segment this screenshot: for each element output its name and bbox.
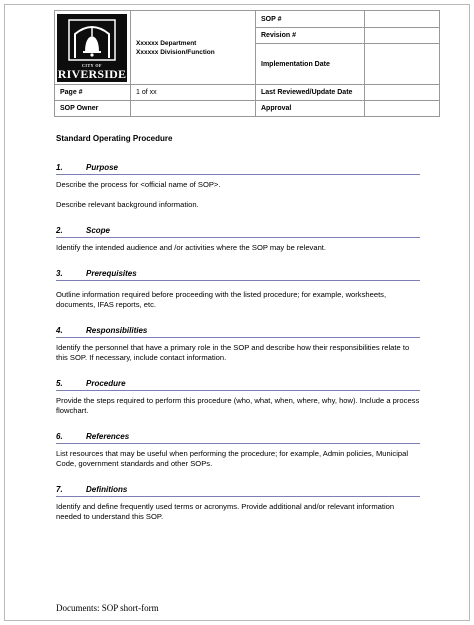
section-heading xyxy=(56,226,420,238)
section-heading xyxy=(56,326,420,338)
sop-owner-label: SOP Owner xyxy=(55,101,131,117)
section-number: 5. xyxy=(56,379,63,388)
section-number: 4. xyxy=(56,326,63,335)
logo-cell xyxy=(55,11,131,85)
section-paragraph: Describe relevant background information. xyxy=(56,200,199,209)
section-number: 1. xyxy=(56,163,63,172)
section-heading xyxy=(56,163,420,175)
section-paragraph: Describe the process for <official name of SOP>. xyxy=(56,180,221,189)
approval-label: Approval xyxy=(256,101,365,117)
section-number: 2. xyxy=(56,226,63,235)
bell-tower-icon xyxy=(67,18,117,62)
section-prerequisites xyxy=(56,269,420,310)
section-paragraph: Outline information required before proceeding with the listed procedure; for example, worksheets, documents, IFAS reports, etc. xyxy=(56,290,387,309)
sop-header-table xyxy=(54,10,440,117)
section-number: 3. xyxy=(56,269,63,278)
section-heading xyxy=(56,379,420,391)
page-value: 1 of xx xyxy=(131,85,256,101)
document-title: Standard Operating Procedure xyxy=(56,134,173,143)
section-purpose xyxy=(56,163,420,210)
section-title: Prerequisites xyxy=(86,269,137,278)
document-body xyxy=(56,134,420,528)
last-reviewed-label: Last Reviewed/Update Date xyxy=(256,85,365,101)
logo-riverside: RIVERSIDE xyxy=(57,66,127,81)
section-responsibilities xyxy=(56,326,420,363)
section-paragraph: Identify and define frequently used terms or acronyms. Provide additional and/or relevant information needed to understand this SOP. xyxy=(56,502,395,521)
last-reviewed-value[interactable] xyxy=(365,85,440,101)
section-title: References xyxy=(86,432,130,441)
section-heading xyxy=(56,269,420,281)
sop-owner-value[interactable] xyxy=(131,101,256,117)
section-number: 6. xyxy=(56,432,63,441)
division-name: Xxxxxx Division/Function xyxy=(136,48,215,56)
page-label: Page # xyxy=(55,85,131,101)
revision-value[interactable] xyxy=(365,28,440,44)
section-title: Definitions xyxy=(86,485,128,494)
section-paragraph: Identify the intended audience and /or activities where the SOP may be relevant. xyxy=(56,243,327,252)
section-heading xyxy=(56,432,420,444)
section-paragraph: Identify the personnel that have a primary role in the SOP and describe how their responsibilities relate to this SOP. If necessary, include contact information. xyxy=(56,343,410,362)
section-title: Scope xyxy=(86,226,111,235)
section-paragraph: Provide the steps required to perform this procedure (who, what, when, where, why, how). Include a process flowchart. xyxy=(56,396,420,415)
logo-city-of: CITY OF xyxy=(82,62,102,68)
revision-label: Revision # xyxy=(256,28,365,44)
section-heading xyxy=(56,485,420,497)
department-name: Xxxxxx Department xyxy=(136,39,197,47)
section-number: 7. xyxy=(56,485,63,494)
sop-number-label: SOP # xyxy=(256,11,365,28)
implementation-date-value[interactable] xyxy=(365,44,440,85)
section-scope xyxy=(56,226,420,253)
sop-number-value[interactable] xyxy=(365,11,440,28)
section-title: Responsibilities xyxy=(86,326,148,335)
implementation-date-label: Implementation Date xyxy=(256,44,365,85)
section-procedure xyxy=(56,379,420,416)
section-paragraph: List resources that may be useful when performing the procedure; for example, Admin policies, Municipal Code, government standards and other SOPs. xyxy=(56,449,409,468)
section-title: Procedure xyxy=(86,379,126,388)
section-title: Purpose xyxy=(86,163,119,172)
city-logo xyxy=(57,14,127,82)
approval-value[interactable] xyxy=(365,101,440,117)
section-references xyxy=(56,432,420,469)
page-footer: Documents: SOP short-form xyxy=(56,603,159,613)
section-definitions xyxy=(56,485,420,522)
department-cell xyxy=(131,11,256,85)
